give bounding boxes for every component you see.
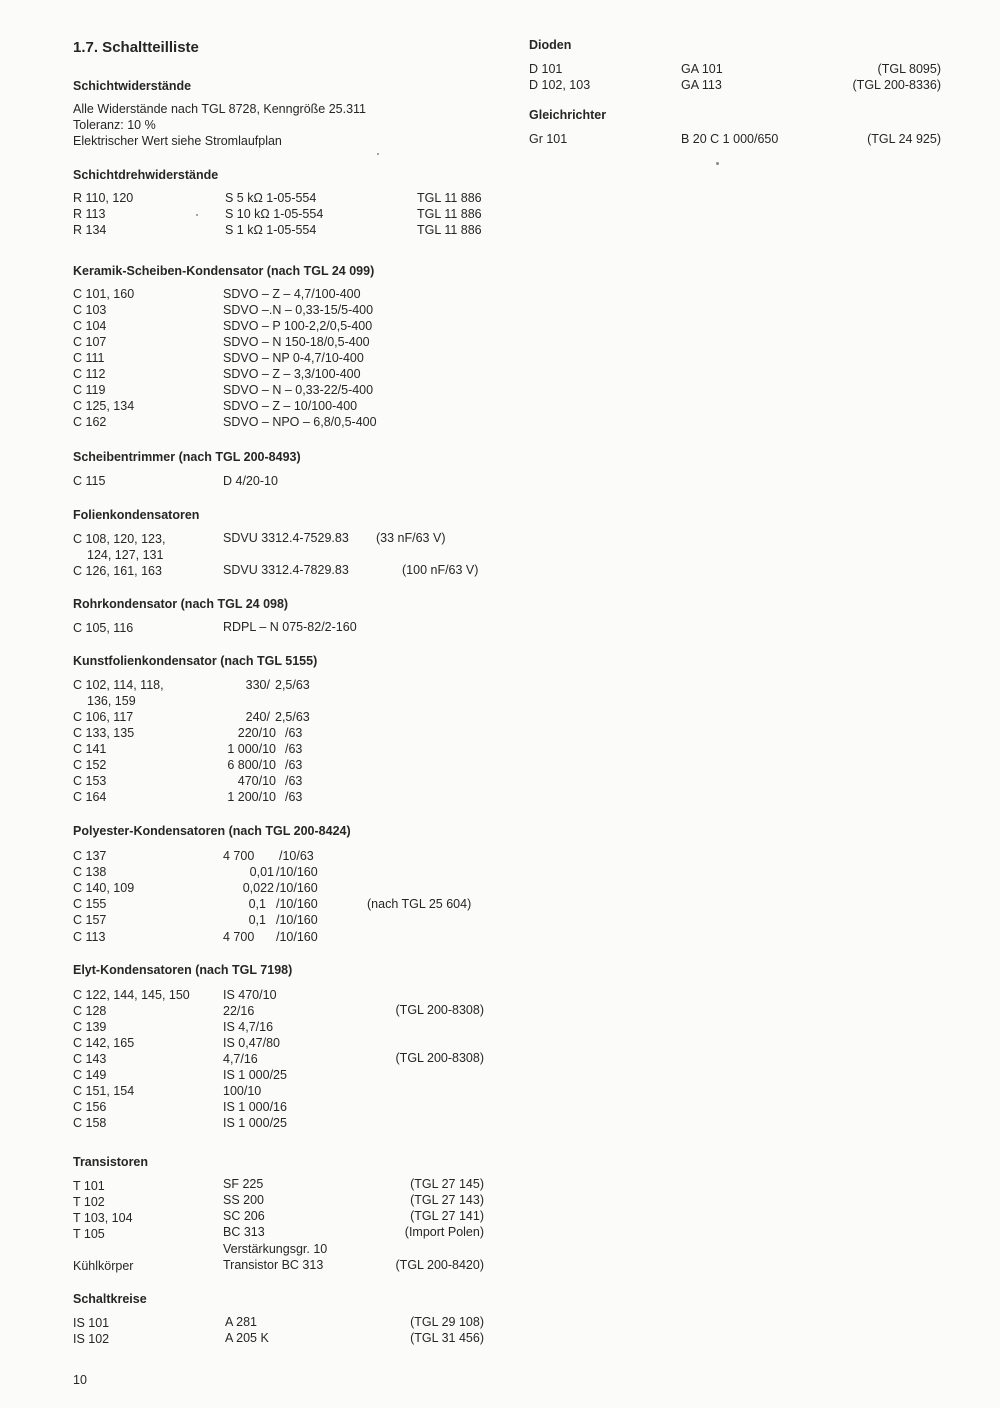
ref: C 155 <box>73 897 107 911</box>
value: A 205 K <box>225 1331 269 1345</box>
value-a: 470/10 <box>237 774 276 788</box>
ref: T 105 <box>73 1227 105 1241</box>
value-a: 0,1 <box>248 897 266 911</box>
ref: C 125, 134 <box>73 399 135 413</box>
ref: C 143 <box>73 1052 107 1066</box>
value-a: 4 700 <box>223 849 255 863</box>
section-heading-dioden: Dioden <box>529 38 572 52</box>
value-a: 240/ <box>245 710 270 724</box>
ref: C 108, 120, 123, <box>73 532 166 546</box>
section-heading-elyt: Elyt-Kondensatoren (nach TGL 7198) <box>73 963 293 977</box>
value: SDVU 3312.4-7529.83 <box>223 531 349 545</box>
value-a: 4 700 <box>223 930 255 944</box>
value: GA 113 <box>681 78 722 92</box>
note: (TGL 8095) <box>877 62 941 76</box>
standard: TGL 11 886 <box>417 191 482 205</box>
note: (TGL 29 108) <box>410 1315 484 1329</box>
value-b: 2,5/63 <box>275 678 310 692</box>
value-b: /63 <box>285 726 303 740</box>
value-a: 0,1 <box>248 913 266 927</box>
note: (TGL 200-8308) <box>395 1003 484 1017</box>
ref: C 104 <box>73 319 107 333</box>
ref: IS 101 <box>73 1316 110 1330</box>
value: IS 1 000/16 <box>223 1100 287 1114</box>
value-b: /10/160 <box>276 930 318 944</box>
ref: C 128 <box>73 1004 107 1018</box>
ref: D 101 <box>529 62 563 76</box>
value: 22/16 <box>223 1004 255 1018</box>
value: SDVO – NPO – 6,8/0,5-400 <box>223 415 377 429</box>
ref: C 113 <box>73 930 106 944</box>
value: IS 4,7/16 <box>223 1020 274 1034</box>
ref: D 102, 103 <box>529 78 591 92</box>
ref: C 151, 154 <box>73 1084 135 1098</box>
value: B 20 C 1 000/650 <box>681 132 779 146</box>
print-speck <box>196 214 198 216</box>
value: SDVO – P 100-2,2/0,5-400 <box>223 319 373 333</box>
ref: IS 102 <box>73 1332 110 1346</box>
value: SDVO – N 150-18/0,5-400 <box>223 335 370 349</box>
ref: C 103 <box>73 303 107 317</box>
value-b: 2,5/63 <box>275 710 310 724</box>
value: S 5 kΩ 1-05-554 <box>225 191 317 205</box>
standard: TGL 11 886 <box>417 223 482 237</box>
value-a: 330/ <box>245 678 270 692</box>
value: D 4/20-10 <box>223 474 278 488</box>
note: (nach TGL 25 604) <box>367 897 472 911</box>
ref: C 102, 114, 118, <box>73 678 164 692</box>
ref: Gr 101 <box>529 132 568 146</box>
note: (TGL 200-8420) <box>395 1258 484 1272</box>
value: 100/10 <box>223 1084 262 1098</box>
ref: C 115 <box>73 474 106 488</box>
text-line: Toleranz: 10 % <box>73 118 156 132</box>
ref: C 101, 160 <box>73 287 135 301</box>
section-heading-scheibentrimmer: Scheibentrimmer (nach TGL 200-8493) <box>73 450 301 464</box>
note: (TGL 200-8308) <box>395 1051 484 1065</box>
ref: C 156 <box>73 1100 107 1114</box>
value: SF 225 <box>223 1177 264 1191</box>
value: S 1 kΩ 1-05-554 <box>225 223 317 237</box>
page-number: 10 <box>73 1373 87 1387</box>
value-b: /10/160 <box>276 897 318 911</box>
section-heading-rohr: Rohrkondensator (nach TGL 24 098) <box>73 597 289 611</box>
section-heading-polyester: Polyester-Kondensatoren (nach TGL 200-8424) <box>73 824 351 838</box>
value: IS 470/10 <box>223 988 277 1002</box>
ref: C 138 <box>73 865 107 879</box>
ref: C 139 <box>73 1020 107 1034</box>
value: SDVO – Z – 4,7/100-400 <box>223 287 361 301</box>
section-heading-schichtdrehwiderstaende: Schichtdrehwiderstände <box>73 168 219 182</box>
value: SC 206 <box>223 1209 265 1223</box>
standard: TGL 11 886 <box>417 207 482 221</box>
value: SDVO – Z – 3,3/100-400 <box>223 367 361 381</box>
ref: C 133, 135 <box>73 726 135 740</box>
value: IS 0,47/80 <box>223 1036 280 1050</box>
ref: T 102 <box>73 1195 105 1209</box>
text-line: Alle Widerstände nach TGL 8728, Kenngröße 25.311 <box>73 102 367 116</box>
value: SS 200 <box>223 1193 265 1207</box>
ref: 136, 159 <box>87 694 136 708</box>
ref: C 137 <box>73 849 107 863</box>
section-heading-schaltkreise: Schaltkreise <box>73 1292 147 1306</box>
ref: C 164 <box>73 790 107 804</box>
ref: C 126, 161, 163 <box>73 564 162 578</box>
print-speck <box>377 153 379 155</box>
value: A 281 <box>225 1315 257 1329</box>
ref: C 122, 144, 145, 150 <box>73 988 190 1002</box>
ref: C 162 <box>73 415 107 429</box>
section-heading-schichtwiderstaende: Schichtwiderstände <box>73 79 192 93</box>
value: SDVO – NP 0-4,7/10-400 <box>223 351 364 365</box>
value-b: /63 <box>285 774 303 788</box>
value: SDVO –.N – 0,33-15/5-400 <box>223 303 374 317</box>
note: (TGL 31 456) <box>410 1331 484 1345</box>
ref: C 119 <box>73 383 106 397</box>
note: (Import Polen) <box>404 1225 484 1239</box>
value-b: /63 <box>285 758 303 772</box>
ref: C 149 <box>73 1068 107 1082</box>
value: BC 313 <box>223 1225 265 1239</box>
ref: C 106, 117 <box>73 710 134 724</box>
page-title: 1.7. Schaltteilliste <box>73 39 199 56</box>
ref: Kühlkörper <box>73 1259 134 1273</box>
value-a: 1 000/10 <box>227 742 276 756</box>
note: (TGL 27 145) <box>410 1177 484 1191</box>
value-b: /10/160 <box>276 865 318 879</box>
ref: C 111 <box>73 351 105 365</box>
note: (TGL 27 141) <box>410 1209 484 1223</box>
value-b: /63 <box>285 790 303 804</box>
ref: R 113 <box>73 207 106 221</box>
value-b: /10/63 <box>279 849 314 863</box>
section-heading-folien: Folienkondensatoren <box>73 508 200 522</box>
ref: C 107 <box>73 335 107 349</box>
ref: C 153 <box>73 774 107 788</box>
ref: C 140, 109 <box>73 881 135 895</box>
value: RDPL – N 075-82/2-160 <box>223 620 357 634</box>
value-a: 6 800/10 <box>227 758 276 772</box>
ref: 124, 127, 131 <box>87 548 164 562</box>
ref: C 152 <box>73 758 107 772</box>
value-b: /10/160 <box>276 913 318 927</box>
value: IS 1 000/25 <box>223 1068 287 1082</box>
ref: T 103, 104 <box>73 1211 133 1225</box>
value-a: 220/10 <box>237 726 276 740</box>
value-a: 0,01 <box>249 865 274 879</box>
ref: C 158 <box>73 1116 107 1130</box>
value: Transistor BC 313 <box>223 1258 324 1272</box>
note: (TGL 24 925) <box>867 132 941 146</box>
text-line: Elektrischer Wert siehe Stromlaufplan <box>73 134 282 148</box>
note: (33 nF/63 V) <box>376 531 446 545</box>
value: IS 1 000/25 <box>223 1116 287 1130</box>
value: 4,7/16 <box>223 1052 258 1066</box>
ref: C 157 <box>73 913 107 927</box>
note: (TGL 200-8336) <box>852 78 941 92</box>
value-b: /63 <box>285 742 303 756</box>
note: (100 nF/63 V) <box>402 563 479 577</box>
value: SDVO – Z – 10/100-400 <box>223 399 358 413</box>
value-b: /10/160 <box>276 881 318 895</box>
ref: C 142, 165 <box>73 1036 135 1050</box>
value-a: 0,022 <box>242 881 274 895</box>
value: S 10 kΩ 1-05-554 <box>225 207 324 221</box>
ref: C 105, 116 <box>73 621 134 635</box>
section-heading-gleichrichter: Gleichrichter <box>529 108 607 122</box>
note: (TGL 27 143) <box>410 1193 484 1207</box>
value: GA 101 <box>681 62 723 76</box>
ref: T 101 <box>73 1179 105 1193</box>
value: SDVU 3312.4-7829.83 <box>223 563 349 577</box>
ref: C 112 <box>73 367 106 381</box>
value: SDVO – N – 0,33-22/5-400 <box>223 383 374 397</box>
section-heading-transistoren: Transistoren <box>73 1155 149 1169</box>
section-heading-keramik: Keramik-Scheiben-Kondensator (nach TGL 24 099) <box>73 264 375 278</box>
section-heading-kunstfolien: Kunstfolienkondensator (nach TGL 5155) <box>73 654 318 668</box>
value: Verstärkungsgr. 10 <box>223 1242 328 1256</box>
print-speck <box>716 162 719 165</box>
ref: R 110, 120 <box>73 191 134 205</box>
ref: R 134 <box>73 223 107 237</box>
ref: C 141 <box>73 742 107 756</box>
value-a: 1 200/10 <box>227 790 276 804</box>
